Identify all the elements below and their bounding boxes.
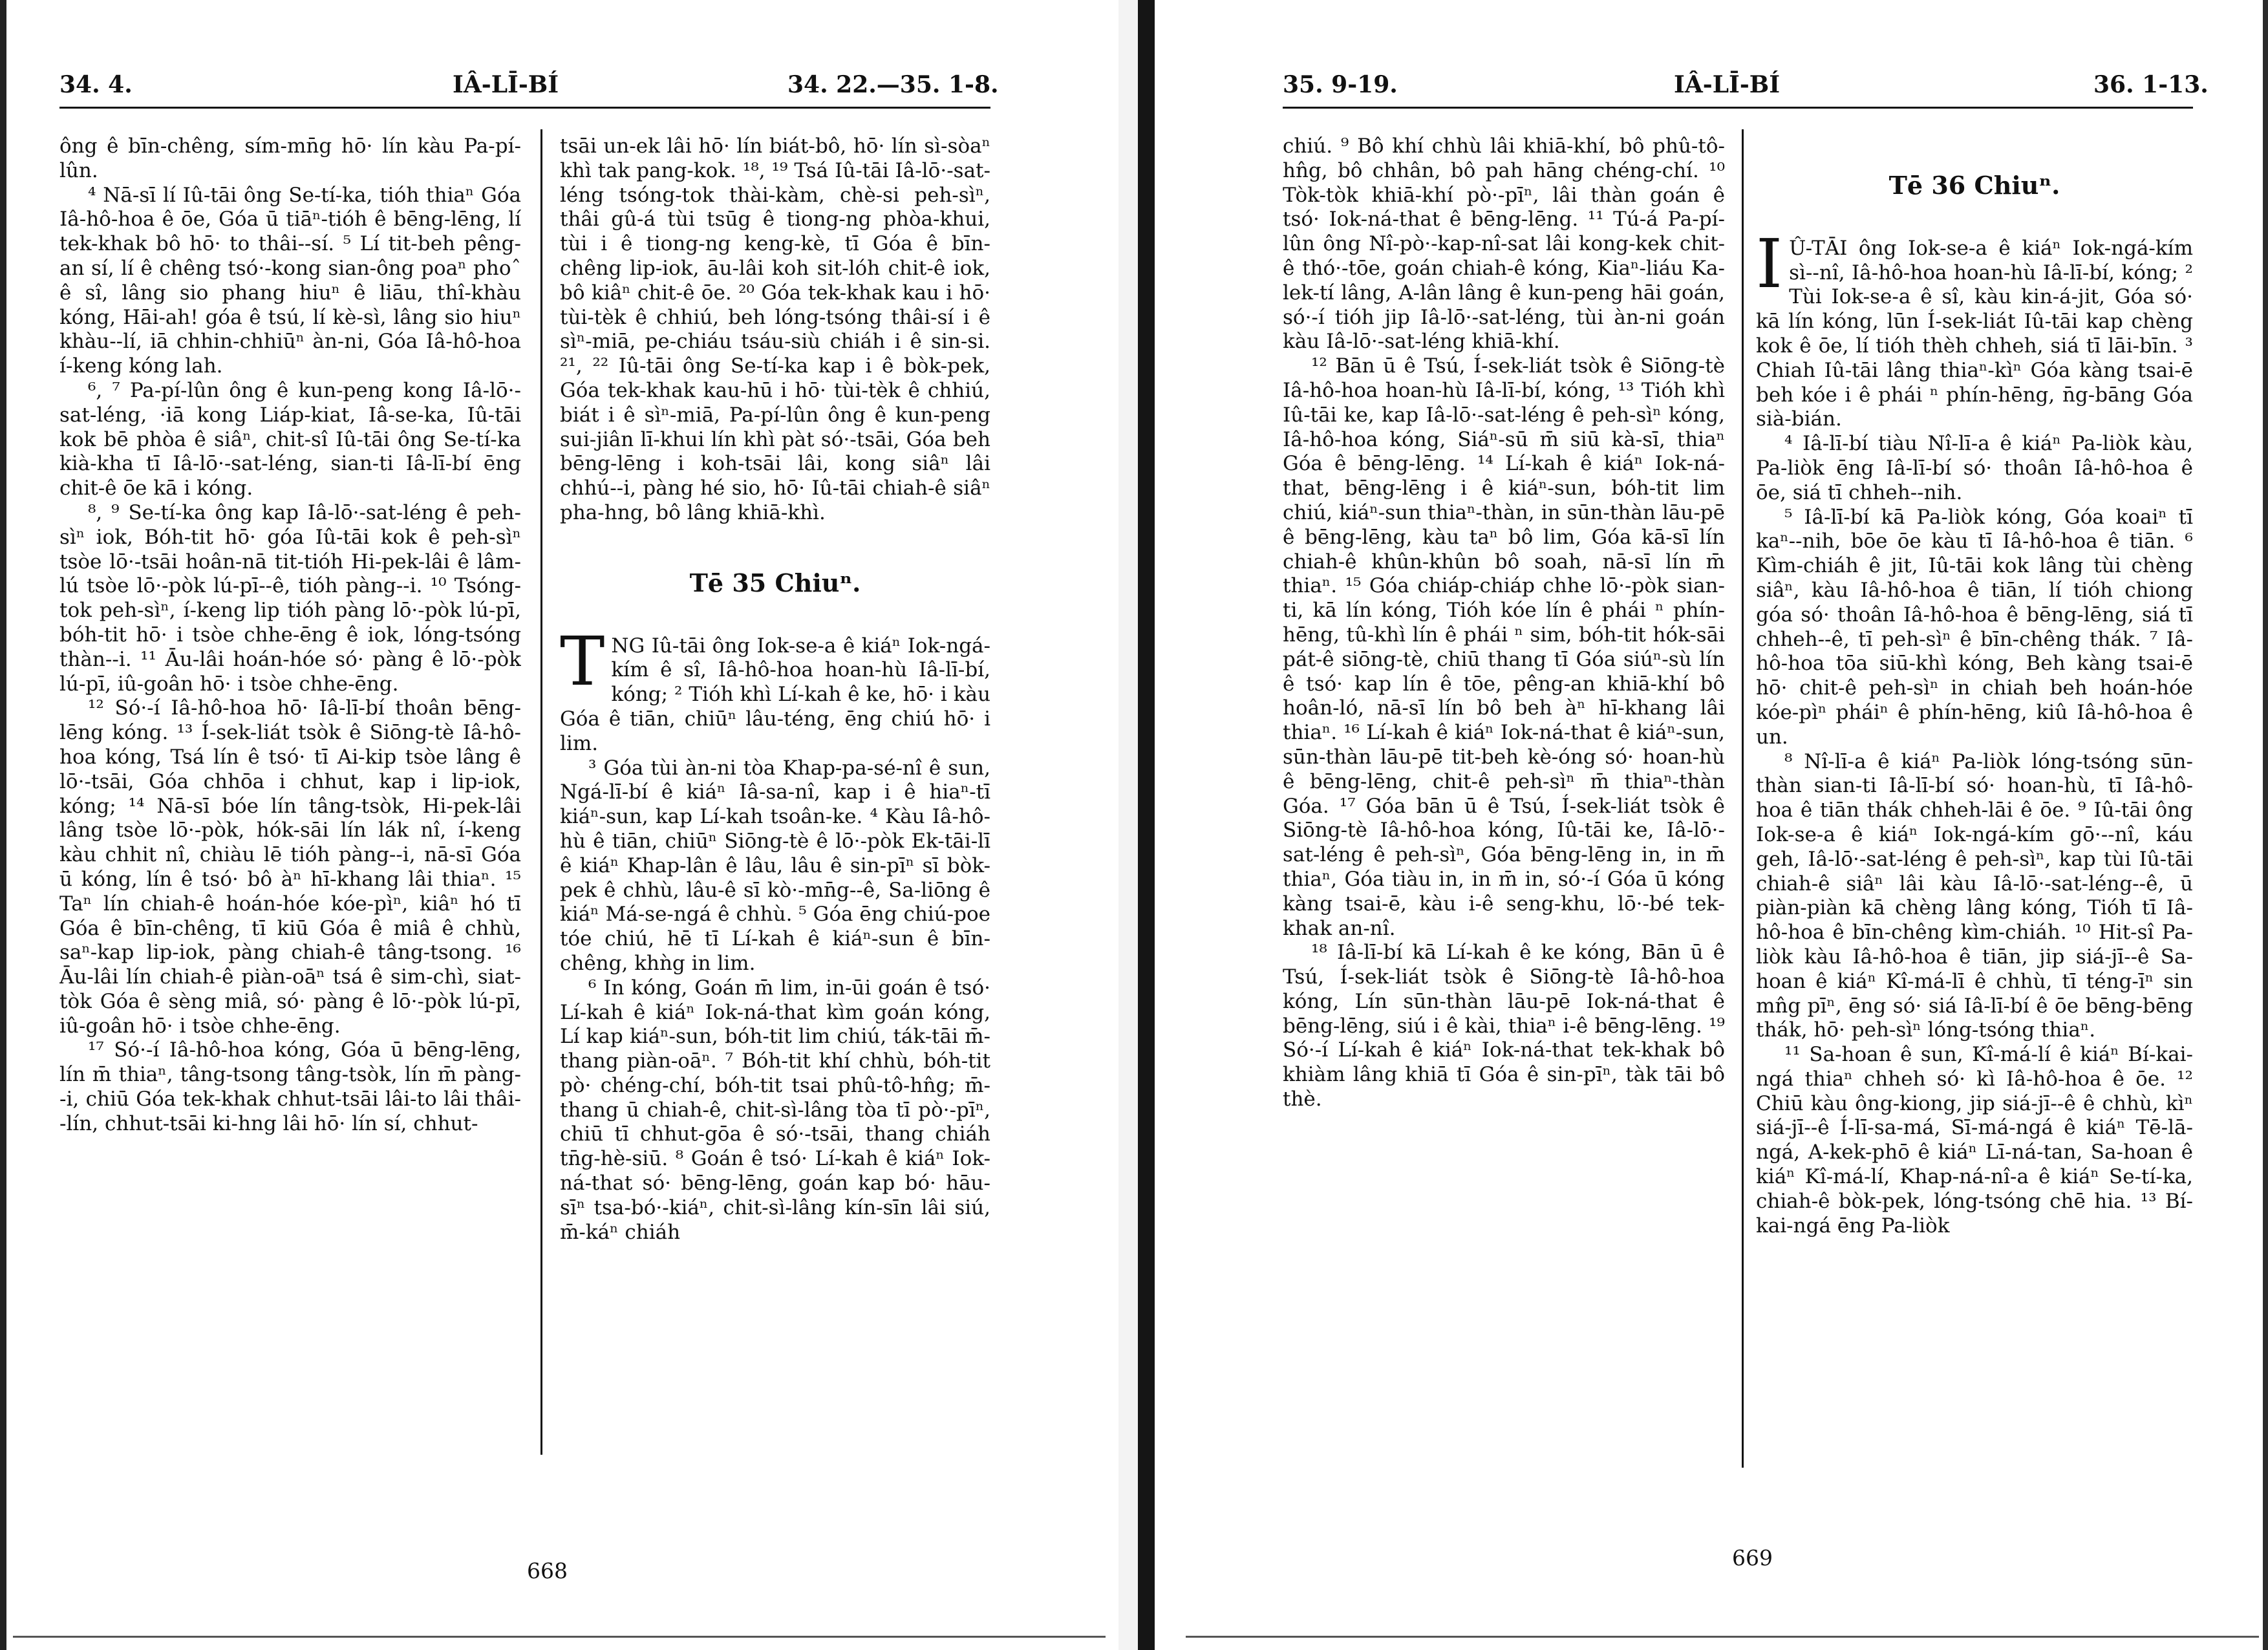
drop-cap: I (1756, 224, 1783, 303)
column-rule (540, 129, 542, 1455)
chapter-heading: Tē 35 Chiuⁿ. (689, 568, 861, 597)
paragraph: ³ Góa tùi àn-ni tòa Khap-pa-sé-nî ê sun, Ngá-lī-bí ê kiáⁿ Iâ-sa-nî, kap i ê hiaⁿ-tī kiáⁿ-sun, kap Lí-kah tsoân-ke. ⁴ Kàu Iâ-hô-hù ê tiān, chiūⁿ Siōng-tè ê lō·-pòk Ek-tāi-lī ê kiáⁿ Khap-lân ê lâu, lâu ê sin-pīⁿ sī bòk-pek ê chhù, lâu-ê sī kò·-mn̄g--ê, Sa-liōng ê kiáⁿ Má-se-ngá ê chhù. ⁵ Góa ēng chiú-poe tóe chiú, hē tī Lí-kah ê kiáⁿ-sun ê bīn-chêng, khǹg in lim. (560, 756, 990, 975)
paragraph: ⁸, ⁹ Se-tí-ka ông kap Iâ-lō·-sat-léng ê peh-sìⁿ iok, Bóh-tit hō· góa Iû-tāi kok ê peh-sìⁿ tsòe lō·-tsāi hoân-nā tit-tióh Hi-pek-lâi ê lâm-lú tsòe lō·-pòk lú-pī--ê, tióh pàng--i. ¹⁰ Tsóng-tok peh-sìⁿ, í-keng lip tióh pàng lō·-pòk lú-pī, bóh-tit hō· i tsòe chhe-ēng ê iok, lóng-tsóng thàn--i. ¹¹ Āu-lâi hoán-hóe só· pàng ê lō·-pòk lú-pī, iû-goân hō· i tsòe chhe-ēng. (59, 500, 521, 696)
left-page-column-1 (59, 134, 521, 1544)
paragraph: ⁵ Iâ-lī-bí kā Pa-liòk kóng, Góa koaiⁿ tī kaⁿ--nih, bōe ōe kàu tī Iâ-hô-hoa ê tiān. ⁶ Kìm-chiáh ê jit, Iû-tāi kok lâng tùi chèng siâⁿ, kàu Iâ-hô-hoa ê tiān, lí tióh chiong góa só· thoân Iâ-hô-hoa ê bēng-lēng, siá tī chheh--ê, tī peh-sìⁿ ê bīn-chêng thák. ⁷ Iâ-hô-hoa tōa siū-khì kóng, Beh kàng tsai-ē hō· chit-ê peh-sìⁿ in chiah beh hoán-hóe kóe-pìⁿ pháiⁿ ê phín-hēng, kiû Iâ-hô-hoa ê un. (1756, 505, 2193, 749)
paragraph: ⁸ Nî-lī-a ê kiáⁿ Pa-liòk lóng-tsóng sūn-thàn sian-ti Iâ-lī-bí só· hoan-hù, tī Iâ-hô-hoa ê tiān thák chheh-lāi ê ōe. ⁹ Iû-tāi ông Iok-se-a ê kiáⁿ Iok-ngá-kím gō·--nî, káu geh, Iâ-lō·-sat-léng ê peh-sìⁿ, kap tùi Iû-tāi chiah-ê siâⁿ lâi kàu Iâ-lō·-sat-léng--ê, ū piàn-piàn kā chèng lâng kóng, Tióh tī Iâ-hô-hoa ê bīn-chêng kìm-chiáh. ¹⁰ Hit-sî Pa-liòk kàu Iâ-hô-hoa ê tiān, jip siá-jī--ê Sa-hoan ê kiáⁿ Kî-má-lī ê chhù, tī téng-īⁿ sin mn̂g pīⁿ, ēng só· siá Iâ-lī-bí ê ōe bēng-bēng thák, hō· peh-sìⁿ lóng-tsóng thiaⁿ. (1756, 749, 2193, 1042)
column-rule (1742, 129, 1744, 1468)
paragraph: ¹⁸ Iâ-lī-bí kā Lí-kah ê ke kóng, Bān ū ê Tsú, Í-sek-liát tsòk ê Siōng-tè Iâ-hô-hoa kóng, Lín sūn-thàn lāu-pē Iok-ná-that ê bēng-lēng, siú i ê kài, thiaⁿ i-ê bēng-lēng. ¹⁹ Só·-í Lí-kah ê kiáⁿ Iok-ná-that tek-khak bô khiàm lâng khiā tī Góa ê sin-pīⁿ, tàk tāi bô thè. (1283, 941, 1725, 1111)
right-page (1134, 0, 2268, 1650)
running-head-right-ref: 34. 22.—35. 1-8. (787, 71, 999, 98)
paragraph: ⁶, ⁷ Pa-pí-lûn ông ê kun-peng kong Iâ-lō·-sat-léng, ·iā kong Liáp-kiat, Iâ-se-ka, Iû-tāi kok bē phòa ê siâⁿ, chit-sî Iû-tāi ông Se-tí-ka kià-kha tī Iâ-lō·-sat-léng, sian-ti Iâ-lī-bí ēng chit-ê ōe kā i kóng. (59, 378, 521, 500)
chapter-opening-paragraph (560, 621, 990, 756)
right-page-column-1 (1283, 134, 1725, 1531)
paragraph: tsāi un-ek lâi hō· lín biát-bô, hō· lín sì-sòaⁿ khì tak pang-kok. ¹⁸, ¹⁹ Tsá Iû-tāi Iâ-lō·-sat-léng tsóng-tok thài-kàm, chè-si peh-sìⁿ, thâi gû-á tùi tsūg ê tiong-ng phòa-khui, tùi i ê tiong-ng keng-kè, tī Góa ê bīn-chêng lip-iok, āu-lâi koh sit-lóh chit-ê iok, bô kiâⁿ chit-ê ōe. ²⁰ Góa tek-khak kau i hō· tùi-tèk ê chhiú, beh lóng-tsóng thâi-sí i ê sìⁿ-miā, pe-chiáu tsáu-siù chiáh i ê sin-si. ²¹, ²² Iû-tāi ông Se-tí-ka kap i ê bòk-pek, Góa tek-khak kau-hū i hō· tùi-tèk ê chhiú, biát i ê sìⁿ-miā, Pa-pí-lûn ông ê kun-peng sui-jiân lī-khui lín khì pàt só·-tsāi, Góa beh bēng-lēng i koh-tsāi lâi, kong siâⁿ lâi chhú--i, pàng hé sio, hō· Iû-tāi chiah-ê siâⁿ pha-hng, bô lâng khiā-khì. (560, 134, 990, 524)
paragraph: ¹² Bān ū ê Tsú, Í-sek-liát tsòk ê Siōng-tè Iâ-hô-hoa hoan-hù Iâ-lī-bí, kóng, ¹³ Tióh khì Iû-tāi ke, kap Iâ-lō·-sat-léng ê peh-sìⁿ kóng, Iâ-hô-hoa kóng, Siáⁿ-sū m̄ siū kà-sī, thiaⁿ Góa ê bēng-lēng. ¹⁴ Lí-kah ê kiáⁿ Iok-ná-that, bēng-lēng i ê kiáⁿ-sun, bóh-tit lim chiú, kiáⁿ-sun thiaⁿ-thàn, in sūn-thàn lāu-pē ê bēng-lēng, kàu taⁿ bô lim, Góa kā-sī lín chiah-ê khûn-khûn bô soah, nā-sī lín m̄ thiaⁿ. ¹⁵ Góa chiáp-chiáp chhe lō·-pòk sian-ti, kā lín kóng, Tióh kóe lín ê phái ⁿ phín-hēng, tû-khì lín ê phái ⁿ sim, bóh-tit hók-sāi pát-ê siōng-tè, chiū thang tī Góa siúⁿ-sù lín ê tsó· kap lín ê tōe, pêng-an khiā-khí bô hoân-ló, nā-sī lín bô beh àⁿ hī-khang lâi thiaⁿ. ¹⁶ Lí-kah ê kiáⁿ Iok-ná-that ê kiáⁿ-sun, sūn-thàn lāu-pē tit-beh kè-óng só· hoan-hù ê bēng-lēng, chit-ê peh-sìⁿ m̄ thiaⁿ-thàn Góa. ¹⁷ Góa bān ū ê Tsú, Í-sek-liát tsòk ê Siōng-tè Iâ-hô-hoa kóng, Iû-tāi ke, Iâ-lō·-sat-léng ê peh-sìⁿ, Góa bēng-lēng in, in m̄ thiaⁿ, Góa tiàu in, in m̄ in, só·-í Góa ū kóng kàng tsai-ē, kàu i-ê seng-khu, lō·-bé tek-khak an-nî. (1283, 354, 1725, 940)
right-page-column-2 (1756, 134, 2193, 1531)
header-rule (59, 107, 990, 109)
page-bottom-edge (1186, 1636, 2259, 1638)
chapter-opening-paragraph (1756, 224, 2193, 432)
paragraph: ⁴ Iâ-lī-bí tiàu Nî-lī-a ê kiáⁿ Pa-liòk kàu, Pa-liòk ēng Iâ-lī-bí só· thoân Iâ-hô-hoa ê ōe, siá tī chheh--nih. (1756, 432, 2193, 504)
paragraph: ⁴ Nā-sī lí Iû-tāi ông Se-tí-ka, tióh thiaⁿ Góa Iâ-hô-hoa ê ōe, Góa ū tiāⁿ-tióh ê bēng-lēng, lí tek-khak bô hō· to thâi--sí. ⁵ Lí tit-beh pêng-an sí, lí ê chêng tsó·-kong sian-ông poaⁿ phoˆ ê sî, lâng sio phang hiuⁿ ê liāu, thî-khàu kóng, Hāi-ah! góa ê tsú, lí kè-sì, lâng sio hiuⁿ khàu--lí, iā chhin-chhiūⁿ àn-ni, Góa Iâ-hô-hoa í-keng kóng lah. (59, 183, 521, 378)
paragraph-text: NG Iû-tāi ông Iok-se-a ê kiáⁿ Iok-ngá-kím ê sî, Iâ-hô-hoa hoan-hù Iâ-lī-bí, kóng; ² Tióh khì Lí-kah ê ke, hō· i kàu Góa ê tiān, chiūⁿ lâu-téng, ēng chiú hō· i lim. (560, 634, 990, 755)
page-bottom-edge (13, 1636, 1106, 1638)
left-page-column-2 (560, 134, 990, 1544)
running-head-left-ref: 35. 9-19. (1283, 71, 1398, 98)
running-head-right-ref: 36. 1-13. (2093, 71, 2209, 98)
drop-cap: T (560, 621, 605, 701)
running-head-title: IÂ-LĪ-BÍ (1674, 71, 1781, 98)
page-number: 668 (527, 1558, 568, 1583)
paragraph: ¹¹ Sa-hoan ê sun, Kî-má-lí ê kiáⁿ Bí-kai-ngá thiaⁿ chheh só· kì Iâ-hô-hoa ê ōe. ¹² Chiū kàu ông-kiong, jip siá-jī--ê ê chhù, kìⁿ siá-jī--ê Í-lī-sa-má, Sī-má-ngá ê kiáⁿ Tē-lā-ngá, A-kek-phō ê kiáⁿ Lī-ná-tan, Sa-hoan ê kiáⁿ Kî-má-lí, Khap-ná-nî-a ê kiáⁿ Se-tí-ka, chiah-ê bòk-pek, lóng-tsóng chē hia. ¹³ Bí-kai-ngá ēng Pa-liòk (1756, 1043, 2193, 1238)
paragraph-text: Û-TĀI ông Iok-se-a ê kiáⁿ Iok-ngá-kím sì--nî, Iâ-hô-hoa hoan-hù Iâ-lī-bí, kóng; ² Tùi Iok-se-a ê sî, kàu kin-á-jit, Góa só· kā lín kóng, lūn Í-sek-liát Iû-tāi kap chèng kok ê ōe, lí tióh thèh chheh, siá tī lāi-bīn. ³ Chiah Iû-tāi lâng thiaⁿ-kìⁿ Góa kàng tsai-ē beh kóe i ê phái ⁿ phín-hēng, n̄g-bāng Góa sià-bián. (1756, 236, 2193, 431)
paragraph: ông ê bīn-chêng, sím-mn̄g hō· lín kàu Pa-pí-lûn. (59, 134, 521, 182)
running-head-left-ref: 34. 4. (59, 71, 133, 98)
paragraph: ¹² Só·-í Iâ-hô-hoa hō· Iâ-lī-bí thoân bēng-lēng kóng. ¹³ Í-sek-liát tsòk ê Siōng-tè Iâ-hô-hoa kóng, Tsá lín ê tsó· tī Ai-kip tsòe lâng ê lō·-tsāi, Góa chhōa i chhut, kap i lip-iok, kóng; ¹⁴ Nā-sī bóe lín tâng-tsòk, Hi-pek-lâi lâng tsòe lō·-pòk, hók-sāi lín lák nî, í-keng kàu chhit nî, chiàu lē tióh pàng--i, nā-sī Góa ū kóng, lín ê tsó· bô àⁿ hī-khang lâi thiaⁿ. ¹⁵ Taⁿ lín chiah-ê hoán-hóe kóe-pìⁿ, kiâⁿ hó tī Góa ê bīn-chêng, tī kiū Góa ê miâ ê chhù, saⁿ-kap lip-iok, pàng chiah-ê tâng-tsong. ¹⁶ Āu-lâi lín chiah-ê piàn-oāⁿ tsá ê sim-chì, siat-tòk Góa ê sèng miâ, só· pàng ê lō·-pòk lú-pī, iû-goân hō· i tsòe chhe-ēng. (59, 696, 521, 1038)
chapter-heading: Tē 36 Chiuⁿ. (1888, 171, 2060, 200)
paragraph: chiú. ⁹ Bô khí chhù lâi khiā-khí, bô phû-tô-hn̂g, bô chhân, bô pah hāng chéng-chí. ¹⁰ Tòk-tòk khiā-khí pò·-pīⁿ, lâi thàn goán ê tsó· Iok-ná-that ê bēng-lēng. ¹¹ Tú-á Pa-pí-lûn ông Nî-pò·-kap-nî-sat lâi kong-kek chit-ê thó·-tōe, goán chiah-ê kóng, Kiaⁿ-liáu Ka-lek-tí lâng, A-lân lâng ê kun-peng hāi goán, só·-í tióh jip Iâ-lō·-sat-léng, tùi àn-ni goán kàu Iâ-lō·-sat-léng khiā-khí. (1283, 134, 1725, 354)
paragraph: ¹⁷ Só·-í Iâ-hô-hoa kóng, Góa ū bēng-lēng, lín m̄ thiaⁿ, tâng-tsong tâng-tsòk, lín m̄ pàng--i, chiū Góa tek-khak chhut-tsāi lâi-to lâi thâi--lín, chhut-tsāi ki-hng lâi hō· lín sí, chhut- (59, 1038, 521, 1135)
header-rule (1283, 107, 2193, 109)
paragraph: ⁶ In kóng, Goán m̄ lim, in-ūi goán ê tsó· Lí-kah ê kiáⁿ Iok-ná-that kìm goán kóng, Lí kap kiáⁿ-sun, bóh-tit lim chiú, ták-tāi m̄-thang piàn-oāⁿ. ⁷ Bóh-tit khí chhù, bóh-tit pò· chéng-chí, bóh-tit tsai phû-tô-hn̂g; m̄-thang ū chiah-ê, chit-sì-lâng tòa tī pò·-pīⁿ, chiū tī chhut-gōa ê só·-tsāi, thang chiáh tn̄g-hè-siū. ⁸ Goán ê tsó· Lí-kah ê kiáⁿ Iok-ná-that só· bēng-lēng, goán kap bó· hāu-sīⁿ tsa-bó·-kiáⁿ, chit-sì-lâng kín-sīn lâi siú, m̄-káⁿ chiáh (560, 976, 990, 1244)
page-number: 669 (1732, 1545, 1773, 1570)
running-head-title: IÂ-LĪ-BÍ (453, 71, 559, 98)
